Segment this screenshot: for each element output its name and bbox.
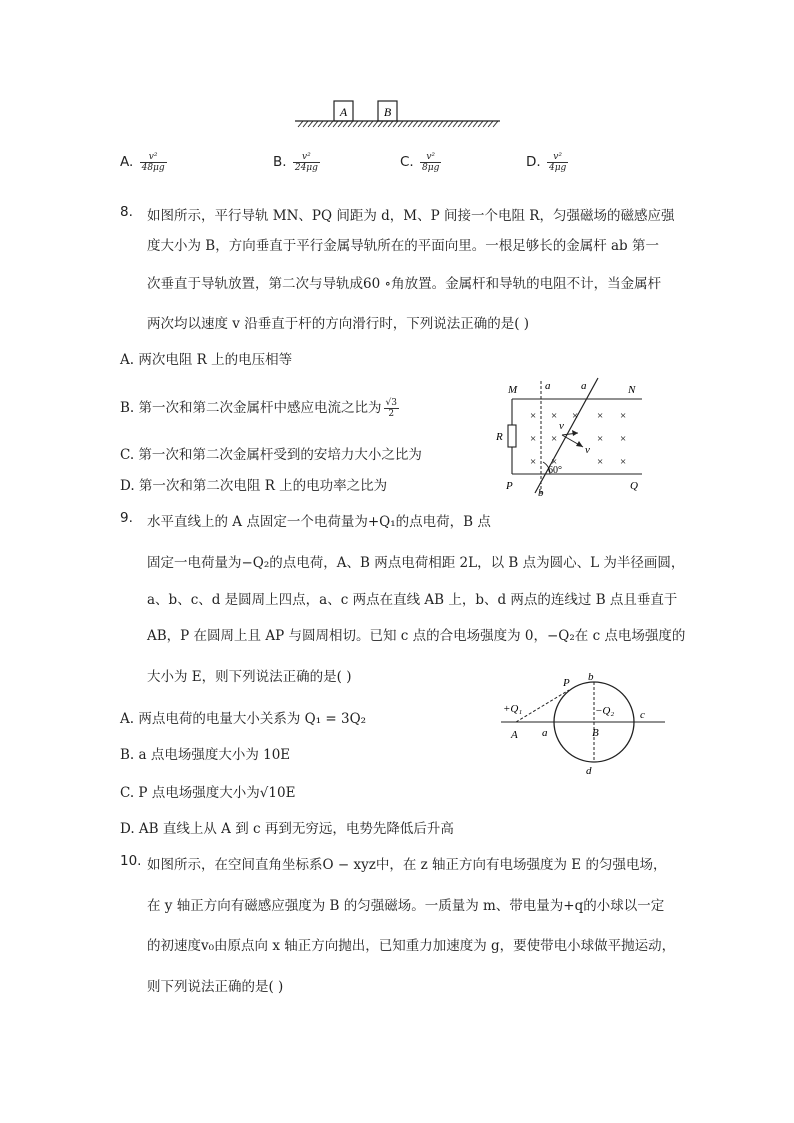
q10-line-1: 如图所示，在空间直角坐标系O − xyz中，在 z 轴正方向有电场强度为 E 的匀强电场， bbox=[147, 857, 667, 873]
q7-option-a[interactable] bbox=[120, 152, 167, 173]
option-fraction: $\frac{\text{v²}}{8\mu g}$ bbox=[422, 152, 440, 173]
q9-line-1: 水平直线上的 A 点固定一个电荷量为+Q₁的点电荷，B 点 bbox=[147, 514, 491, 530]
label-b: b bbox=[538, 487, 544, 499]
q8-option-c[interactable]: C. 第一次和第二次金属杆受到的安培力大小之比为 bbox=[120, 447, 422, 463]
blocks-figure bbox=[290, 95, 505, 131]
field-cross: × bbox=[551, 410, 558, 422]
label-c: c bbox=[640, 709, 645, 721]
ground-hatch bbox=[298, 121, 498, 127]
field-cross: × bbox=[597, 410, 604, 422]
block-a-label: A bbox=[339, 105, 348, 119]
label-b: b bbox=[588, 671, 594, 683]
resistor bbox=[508, 425, 516, 447]
field-cross: × bbox=[551, 456, 558, 468]
q9-line-3: a、b、c、d 是圆周上四点，a、c 两点在直线 AB 上，b、d 两点的连线过 B 点且垂直于 bbox=[147, 592, 678, 608]
option-letter: A. bbox=[120, 154, 134, 170]
field-cross: × bbox=[530, 456, 537, 468]
q8-option-a[interactable]: A. 两次电阻 R 上的电压相等 bbox=[120, 352, 293, 368]
q8-option-b[interactable] bbox=[120, 396, 399, 419]
label-q: Q bbox=[630, 480, 638, 492]
label-v1: v bbox=[559, 420, 564, 432]
field-cross: × bbox=[551, 433, 558, 445]
label-p: P bbox=[506, 480, 513, 492]
block-b-label: B bbox=[383, 105, 392, 119]
label-a-angled: a bbox=[581, 380, 587, 392]
field-cross: × bbox=[530, 433, 537, 445]
q9-option-b[interactable]: B. a 点电场强度大小为 10E bbox=[120, 747, 291, 763]
label-a-point: A bbox=[511, 729, 518, 741]
arrowhead-1 bbox=[572, 430, 578, 436]
label-a-small: a bbox=[542, 727, 548, 739]
option-letter: C. bbox=[400, 154, 414, 170]
rails-figure bbox=[490, 375, 660, 500]
label-q2: −Q₂ bbox=[595, 705, 615, 717]
q10-line-2: 在 y 轴正方向有磁感应强度为 B 的匀强磁场。一质量为 m、带电量为+q的小球以一定 bbox=[147, 898, 665, 914]
label-v2: v bbox=[585, 444, 590, 456]
q8-number: 8. bbox=[120, 204, 133, 220]
option-fraction: $\frac{\text{v²}}{4\mu g}$ bbox=[548, 152, 567, 173]
q7-option-b[interactable] bbox=[273, 152, 320, 173]
q8-line-3: 次垂直于导轨放置，第二次与导轨成60 ∘角放置。金属杆和导轨的电阻不计，当金属杆 bbox=[147, 276, 662, 292]
q9-line-5: 大小为 E，则下列说法正确的是( ) bbox=[147, 669, 352, 685]
field-cross: × bbox=[620, 456, 627, 468]
field-cross: × bbox=[597, 456, 604, 468]
label-a-dashed: a bbox=[545, 380, 551, 392]
q8-option-d[interactable]: D. 第一次和第二次电阻 R 上的电功率之比为 bbox=[120, 478, 388, 494]
charges-figure bbox=[495, 668, 670, 778]
q9-line-4: AB，P 在圆周上且 AP 与圆周相切。已知 c 点的合电场强度为 0，−Q₂在 c 点电场强度的 bbox=[147, 628, 686, 644]
option-letter: B. bbox=[273, 154, 287, 170]
q10-line-3: 的初速度v₀由原点向 x 轴正方向抛出，已知重力加速度为 g，要使带电小球做平抛运动， bbox=[147, 938, 676, 954]
label-n: N bbox=[628, 384, 636, 396]
option-fraction: $\frac{√3}{2}$ bbox=[385, 398, 397, 419]
label-b-center: B bbox=[592, 727, 599, 739]
label-d: d bbox=[586, 765, 592, 777]
q10-number: 10. bbox=[120, 853, 142, 869]
field-cross: × bbox=[620, 410, 627, 422]
label-angle: 60° bbox=[548, 465, 562, 476]
q8-line-4: 两次均以速度 v 沿垂直于杆的方向滑行时，下列说法正确的是( ) bbox=[147, 316, 530, 332]
q8-line-1: 如图所示，平行导轨 MN、PQ 间距为 d，M、P 间接一个电阻 R，匀强磁场的磁感应强 bbox=[147, 208, 675, 224]
label-m: M bbox=[508, 384, 518, 396]
option-fraction: $\frac{\text{v²}}{48\mu g}$ bbox=[141, 152, 165, 173]
q9-option-a[interactable]: A. 两点电荷的电量大小关系为 Q₁ = 3Q₂ bbox=[120, 711, 367, 727]
rod-angled bbox=[535, 378, 598, 493]
option-fraction: $\frac{\text{v²}}{24\mu g}$ bbox=[294, 152, 318, 173]
field-cross: × bbox=[620, 433, 627, 445]
q7-option-d[interactable] bbox=[526, 152, 568, 173]
q7-option-c[interactable] bbox=[400, 152, 441, 173]
option-text: B. 第一次和第二次金属杆中感应电流之比为 bbox=[120, 400, 382, 416]
q9-option-d[interactable]: D. AB 直线上从 A 到 c 再到无穷远，电势先降低后升高 bbox=[120, 821, 454, 837]
q10-line-4: 则下列说法正确的是( ) bbox=[147, 979, 284, 995]
q9-option-c[interactable]: C. P 点电场强度大小为√10E bbox=[120, 785, 296, 801]
tangent-ap bbox=[516, 690, 569, 722]
label-q1: +Q₁ bbox=[503, 703, 523, 715]
q9-line-2: 固定一电荷量为−Q₂的点电荷，A、B 两点电荷相距 2L，以 B 点为圆心、L 为半径画圆， bbox=[147, 555, 685, 571]
option-letter: D. bbox=[526, 154, 541, 170]
label-p: P bbox=[563, 677, 570, 689]
field-cross: × bbox=[572, 410, 579, 422]
label-r: R bbox=[496, 431, 503, 443]
field-cross: × bbox=[597, 433, 604, 445]
q8-line-2: 度大小为 B，方向垂直于平行金属导轨所在的平面向里。一根足够长的金属杆 ab 第一 bbox=[147, 238, 659, 254]
field-cross: × bbox=[530, 410, 537, 422]
q9-number: 9. bbox=[120, 510, 133, 526]
